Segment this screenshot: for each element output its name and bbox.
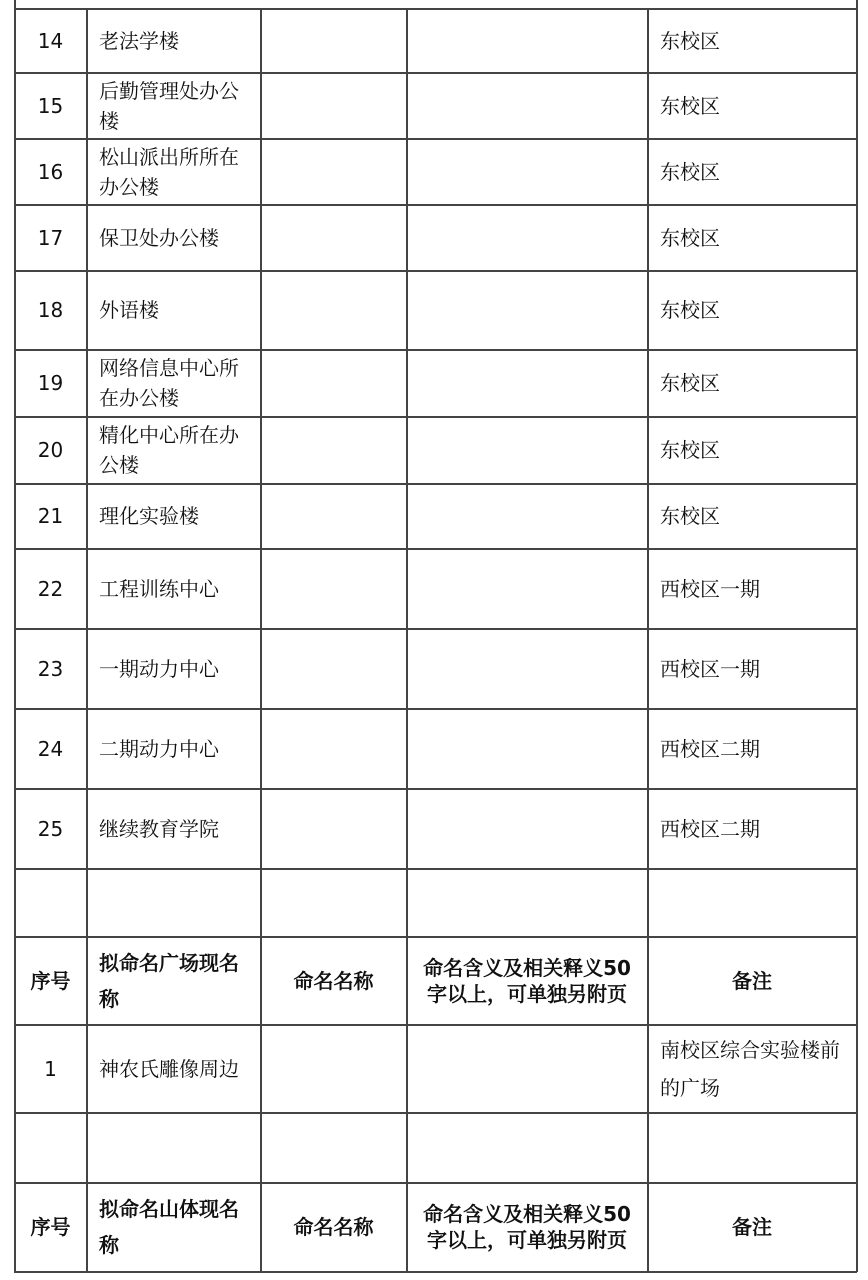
building-name: 工程训练中心 [99, 576, 219, 601]
building-name: 二期动力中心 [99, 736, 219, 761]
header-meaning: 命名含义及相关释义50字以上，可单独另附页 [423, 1202, 631, 1252]
grid-line [856, 0, 858, 1272]
campus: 东校区 [660, 438, 720, 462]
row-number: 25 [37, 816, 64, 841]
campus: 东校区 [660, 159, 720, 184]
header-current-square-name: 拟命名广场现名称 [99, 950, 239, 1011]
row-number: 24 [37, 736, 64, 761]
row-number: 21 [37, 504, 64, 528]
campus: 西校区二期 [660, 816, 760, 841]
header-current-mountain-name: 拟命名山体现名称 [99, 1197, 239, 1257]
building-name: 网络信息中心所在办公楼 [99, 356, 239, 410]
campus: 东校区 [660, 93, 720, 118]
building-name: 老法学楼 [99, 28, 179, 53]
building-name: 保卫处办公楼 [99, 225, 219, 250]
grid-line [14, 1112, 857, 1114]
building-name: 理化实验楼 [99, 504, 199, 528]
campus: 东校区 [660, 298, 720, 322]
row-number: 16 [37, 159, 64, 184]
row-number: 22 [37, 576, 64, 601]
row-number: 1 [44, 1056, 57, 1081]
campus: 西校区二期 [660, 736, 760, 761]
header-remark: 备注 [732, 968, 772, 993]
row-number: 19 [37, 371, 64, 395]
row-number: 18 [37, 298, 64, 322]
row-number: 15 [37, 93, 64, 118]
square-remark: 南校区综合实验楼前的广场 [660, 1037, 840, 1100]
building-name: 松山派出所所在办公楼 [99, 144, 239, 199]
campus: 东校区 [660, 504, 720, 528]
building-name: 外语楼 [99, 298, 159, 322]
row-number: 17 [37, 225, 64, 250]
header-new-name: 命名名称 [293, 1215, 374, 1239]
campus: 东校区 [660, 371, 720, 395]
header-meaning: 命名含义及相关释义50字以上，可单独另附页 [423, 955, 631, 1006]
building-name: 后勤管理处办公楼 [99, 78, 239, 133]
grid-line [14, 1271, 857, 1273]
header-new-name: 命名名称 [293, 968, 374, 993]
row-number: 14 [37, 28, 64, 53]
header-remark: 备注 [732, 1215, 772, 1239]
row-number: 23 [37, 656, 64, 681]
building-name: 精化中心所在办公楼 [99, 423, 239, 477]
campus: 东校区 [660, 28, 720, 53]
square-name: 神农氏雕像周边 [99, 1056, 239, 1081]
campus: 西校区一期 [660, 576, 760, 601]
campus: 东校区 [660, 225, 720, 250]
grid-line [260, 8, 262, 1272]
grid-line [14, 868, 857, 870]
grid-line [406, 8, 408, 1272]
campus: 西校区一期 [660, 656, 760, 681]
header-serial-number: 序号 [30, 968, 71, 993]
building-name: 继续教育学院 [99, 816, 219, 841]
building-name: 一期动力中心 [99, 656, 219, 681]
header-serial-number: 序号 [30, 1215, 71, 1239]
row-number: 20 [37, 438, 64, 462]
